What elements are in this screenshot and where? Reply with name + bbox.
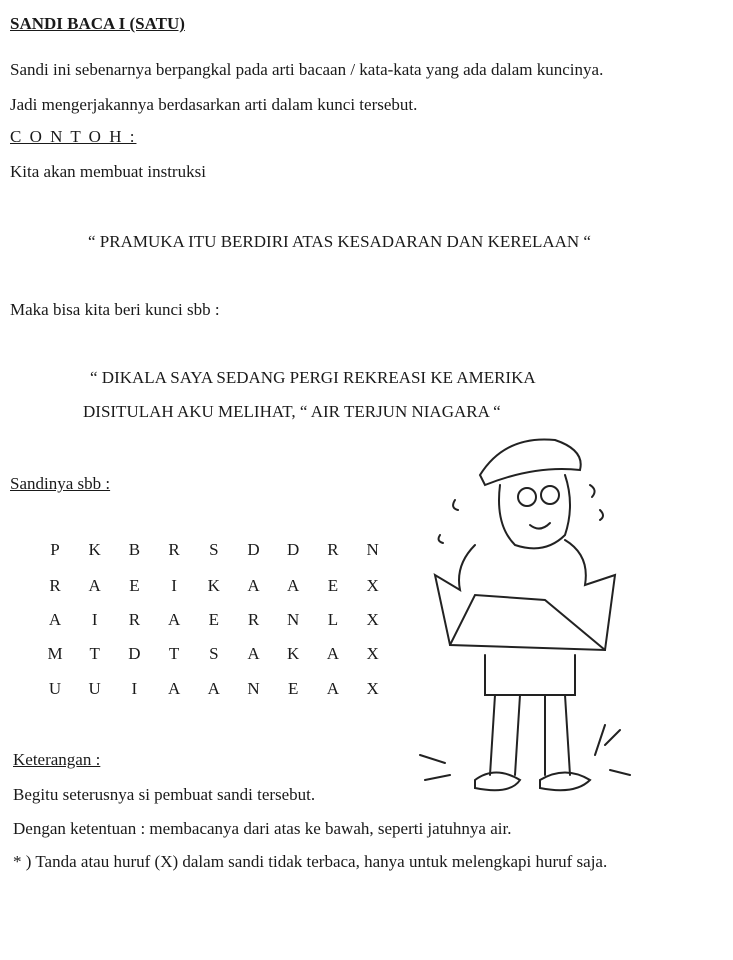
- grid-letter: E: [129, 576, 140, 595]
- note-line: * ) Tanda atau huruf (X) dalam sandi tidak terbaca, hanya untuk melengkapi huruf saja.: [13, 852, 608, 871]
- grid-letter: D: [128, 644, 141, 663]
- grid-letter: B: [128, 540, 141, 559]
- kita-line: Kita akan membuat instruksi: [10, 162, 206, 181]
- grid-letter: S: [209, 540, 219, 559]
- note-line: Dengan ketentuan : membacanya dari atas ke bawah, seperti jatuhnya air.: [13, 819, 512, 838]
- grid-letter: U: [88, 679, 101, 698]
- grid-letter: X: [366, 679, 379, 698]
- plain-message: “ PRAMUKA ITU BERDIRI ATAS KESADARAN DAN KERELAAN “: [88, 232, 591, 251]
- grid-letter: R: [49, 576, 61, 595]
- grid-letter: R: [128, 610, 141, 629]
- grid-letter: A: [247, 644, 260, 663]
- intro-line: Jadi mengerjakannya berdasarkan arti dalam kunci tersebut.: [10, 95, 418, 114]
- grid-letter: I: [91, 610, 98, 629]
- grid-letter: T: [168, 644, 180, 663]
- contoh-heading: C O N T O H :: [10, 127, 137, 146]
- grid-letter: P: [50, 540, 60, 559]
- grid-letter: R: [168, 540, 180, 559]
- keterangan-heading: Keterangan :: [13, 750, 101, 769]
- grid-letter: M: [47, 644, 63, 663]
- sandinya-heading: Sandinya sbb :: [10, 474, 111, 493]
- grid-letter: A: [88, 576, 101, 595]
- grid-letter: I: [131, 679, 138, 698]
- grid-letter: E: [287, 679, 299, 698]
- grid-letter: A: [326, 644, 340, 663]
- key-line: DISITULAH AKU MELIHAT, “ AIR TERJUN NIAGARA “: [83, 402, 501, 421]
- scout-illustration: [415, 425, 645, 815]
- grid-letter: E: [208, 610, 219, 629]
- grid-letter: A: [207, 679, 220, 698]
- grid-letter: U: [48, 679, 62, 698]
- grid-letter: A: [247, 576, 260, 595]
- grid-letter: S: [209, 644, 219, 663]
- grid-letter: A: [167, 610, 181, 629]
- grid-letter: X: [366, 644, 379, 663]
- maka-line: Maka bisa kita beri kunci sbb :: [10, 300, 220, 319]
- page-title: SANDI BACA I (SATU): [10, 14, 185, 33]
- grid-letter: N: [247, 679, 260, 698]
- grid-letter: N: [366, 540, 379, 559]
- grid-letter: A: [287, 576, 300, 595]
- grid-letter: A: [48, 610, 62, 629]
- intro-line: Sandi ini sebenarnya berpangkal pada arti bacaan / kata-kata yang ada dalam kuncinya.: [10, 60, 604, 79]
- grid-letter: K: [287, 644, 300, 663]
- grid-letter: T: [89, 644, 100, 663]
- grid-letter: X: [366, 610, 379, 629]
- grid-letter: D: [287, 540, 300, 559]
- grid-letter: R: [247, 610, 260, 629]
- grid-letter: R: [327, 540, 339, 559]
- grid-letter: E: [327, 576, 339, 595]
- grid-letter: K: [207, 576, 220, 595]
- grid-letter: K: [88, 540, 101, 559]
- grid-letter: X: [366, 576, 379, 595]
- grid-letter: D: [247, 540, 260, 559]
- grid-letter: L: [327, 610, 339, 629]
- note-line: Begitu seterusnya si pembuat sandi tersebut.: [13, 785, 316, 804]
- grid-letter: A: [167, 679, 181, 698]
- grid-letter: I: [171, 576, 177, 595]
- grid-letter: A: [326, 679, 340, 698]
- grid-letter: N: [287, 610, 300, 629]
- key-line: “ DIKALA SAYA SEDANG PERGI REKREASI KE AMERIKA: [90, 368, 536, 387]
